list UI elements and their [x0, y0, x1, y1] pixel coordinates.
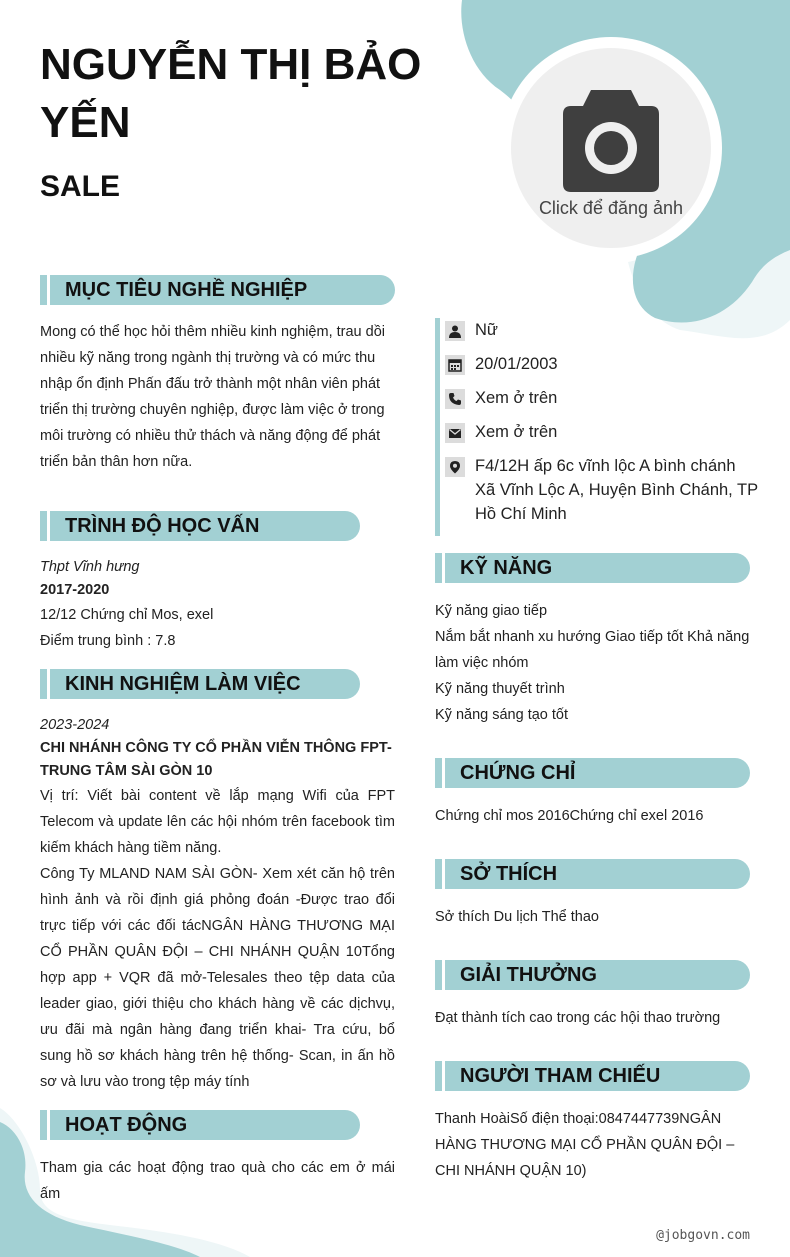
section-heading-experience: KINH NGHIỆM LÀM VIỆC [40, 669, 360, 699]
info-row-birthdate [440, 352, 760, 376]
calendar-icon [445, 355, 465, 375]
references-text: Thanh HoàiSố điện thoại:0847447739NGÂN HÀNG THƯƠNG MẠI CỔ PHẦN QUÂN ĐỘI – CHI NHÁNH QUẬN 10) [435, 1111, 735, 1179]
watermark: @jobgovn.com [656, 1228, 750, 1243]
section-heading-education: TRÌNH ĐỘ HỌC VẤN [40, 511, 360, 541]
job-title: SALE [40, 170, 121, 203]
gender-value: Nữ [475, 321, 498, 339]
location-icon [445, 457, 465, 477]
camera-icon [563, 88, 659, 192]
section-heading-activities: HOẠT ĐỘNG [40, 1110, 360, 1140]
phone-value[interactable]: Xem ở trên [475, 389, 558, 407]
section-heading-objective: MỤC TIÊU NGHỀ NGHIỆP [40, 275, 395, 305]
candidate-name: NGUYỄN THỊ BẢO YẾN [40, 40, 422, 147]
birthdate-value: 20/01/2003 [475, 355, 558, 373]
skill-item: Kỹ năng giao tiếp [435, 603, 548, 619]
info-row-address [440, 454, 760, 526]
experience-period: 2023-2024 [40, 717, 110, 733]
section-heading-certificates: CHỨNG CHỈ [435, 758, 750, 788]
section-heading-awards: GIẢI THƯỞNG [435, 960, 750, 990]
info-row-gender [440, 318, 760, 342]
phone-icon [445, 389, 465, 409]
education-gpa: Điểm trung bình : 7.8 [40, 633, 176, 649]
skill-item: Kỹ năng thuyết trình [435, 681, 565, 697]
activities-text: Tham gia các hoạt động trao quà cho các em ở mái ấm [40, 1160, 395, 1202]
hobbies-text: Sở thích Du lịch Thể thao [435, 909, 599, 925]
section-heading-hobbies: SỞ THÍCH [435, 859, 750, 889]
objective-text: Mong có thể học hỏi thêm nhiều kinh nghiệm, trau dồi nhiều kỹ năng trong ngành thị trường và có mức thu nhập ổn định Phấn đấu trở thành một nhân viên phát triển thị trường chuyên nghiệp, được làm việc ở trong môi trường có nhiều thử thách và năng động để phát triển bản thân hơn nữa. [40, 324, 385, 470]
personal-info-list [435, 318, 760, 536]
photo-upload-label: Click để đăng ảnh [538, 198, 684, 218]
experience-description-1: Vị trí: Viết bài content về lắp mạng Wifi của FPT Telecom và update lên các hội nhóm trên facebook tìm kiếm khách hàng tiềm năng. [40, 788, 395, 856]
education-detail: 12/12 Chứng chỉ Mos, exel [40, 607, 214, 623]
section-heading-skills: KỸ NĂNG [435, 553, 750, 583]
user-icon [445, 321, 465, 341]
mail-icon [445, 423, 465, 443]
info-row-email [440, 420, 760, 444]
skill-item: Nắm bắt nhanh xu hướng Giao tiếp tốt Khả năng làm việc nhóm [435, 629, 750, 671]
certificates-text: Chứng chỉ mos 2016Chứng chỉ exel 2016 [435, 808, 704, 824]
education-years: 2017-2020 [40, 582, 110, 598]
info-row-phone [440, 386, 760, 410]
experience-description-2: Công Ty MLAND NAM SÀI GÒN- Xem xét căn hộ trên hình ảnh và rồi định giá phỏng đoán -Được trao đổi trực tiếp với các đối tácNGÂN HÀNG THƯƠNG MẠI CỔ PHẦN QUÂN ĐỘI – CHI NHÁNH QUẬN 10Tổng hợp app + VQR đã mở-Telesales theo tệp data của leader giao, giới thiệu cho khách hàng về các dịchvụ, ưu đãi mà ngân hàng đang triển khai- Tra cứu, bổ sung hồ sơ khách hàng trên hệ thống- Scan, in ấn hồ sơ và lưu vào trong tệp máy tính [40, 866, 395, 1090]
photo-upload[interactable] [500, 37, 722, 259]
awards-text: Đạt thành tích cao trong các hội thao trường [435, 1010, 721, 1026]
education-school: Thpt Vĩnh hưng [40, 559, 140, 575]
email-value[interactable]: Xem ở trên [475, 423, 558, 441]
experience-company: CHI NHÁNH CÔNG TY CỔ PHẦN VIỄN THÔNG FPT-TRUNG TÂM SÀI GÒN 10 [40, 740, 392, 779]
section-heading-references: NGƯỜI THAM CHIẾU [435, 1061, 750, 1091]
address-value: F4/12H ấp 6c vĩnh lộc A bình chánh Xã Vĩnh Lộc A, Huyện Bình Chánh, TP Hồ Chí Minh [475, 457, 758, 523]
skill-item: Kỹ năng sáng tạo tốt [435, 707, 569, 723]
